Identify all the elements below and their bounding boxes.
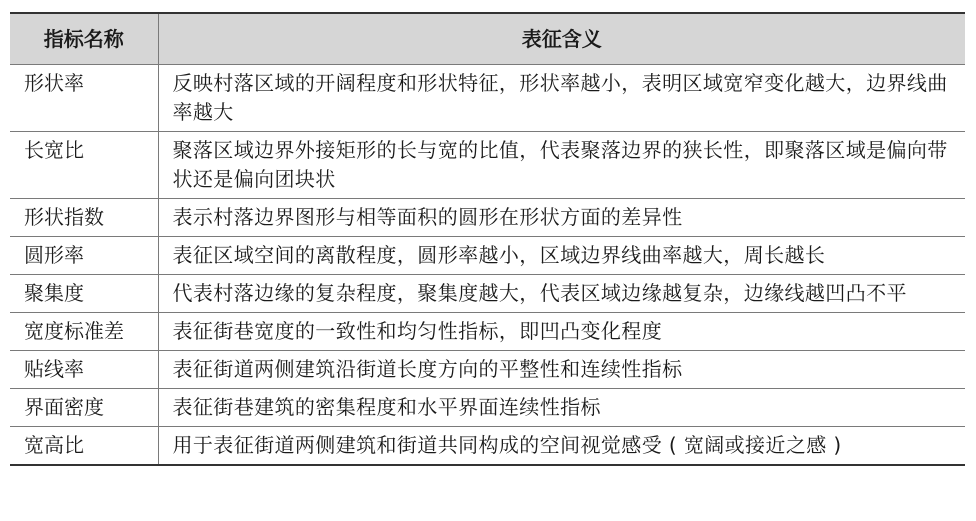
header-indicator-name: 指标名称 [10,13,158,65]
indicator-name-cell: 宽度标准差 [10,313,158,351]
indicator-name-cell: 贴线率 [10,351,158,389]
indicator-table-container [10,12,965,466]
table-row [10,313,965,351]
indicator-meaning-cell: 表示村落边界图形与相等面积的圆形在形状方面的差异性 [172,205,683,229]
indicator-meaning-cell: 反映村落区域的开阔程度和形状特征，形状率越小，表明区域宽窄变化越大，边界线曲率越大 [172,71,948,124]
header-meaning: 表征含义 [521,26,602,51]
indicator-name-cell: 形状率 [10,65,158,132]
indicator-meaning-cell: 表征区域空间的离散程度，圆形率越小，区域边界线曲率越大，周长越长 [172,243,826,267]
indicator-name-cell: 圆形率 [10,237,158,275]
indicator-name-cell: 长宽比 [10,132,158,199]
indicator-name-cell: 宽高比 [10,427,158,466]
indicator-name-cell: 界面密度 [10,389,158,427]
header-row [10,13,965,65]
table-row [10,275,965,313]
indicator-meaning-cell: 表征街道两侧建筑沿街道长度方向的平整性和连续性指标 [172,357,683,381]
indicator-meaning-cell: 表征街巷宽度的一致性和均匀性指标，即凹凸变化程度 [172,319,663,343]
table-body [10,65,965,466]
table-row [10,65,965,132]
table-header [10,13,965,65]
table-row [10,389,965,427]
indicator-meaning-cell: 聚落区域边界外接矩形的长与宽的比值，代表聚落边界的狭长性，即聚落区域是偏向带状还是偏向团块状 [172,138,948,191]
indicator-table [10,12,965,466]
indicator-meaning-cell: 表征街巷建筑的密集程度和水平界面连续性指标 [172,395,601,419]
table-row [10,199,965,237]
indicator-meaning-cell: 代表村落边缘的复杂程度，聚集度越大，代表区域边缘越复杂，边缘线越凹凸不平 [172,281,907,305]
indicator-name-cell: 形状指数 [10,199,158,237]
table-row [10,351,965,389]
indicator-meaning-cell: 用于表征街道两侧建筑和街道共同构成的空间视觉感受 ( 宽阔或接近之感 ) [172,433,842,457]
table-row [10,427,965,466]
indicator-name-cell: 聚集度 [10,275,158,313]
table-row [10,237,965,275]
table-row [10,132,965,199]
